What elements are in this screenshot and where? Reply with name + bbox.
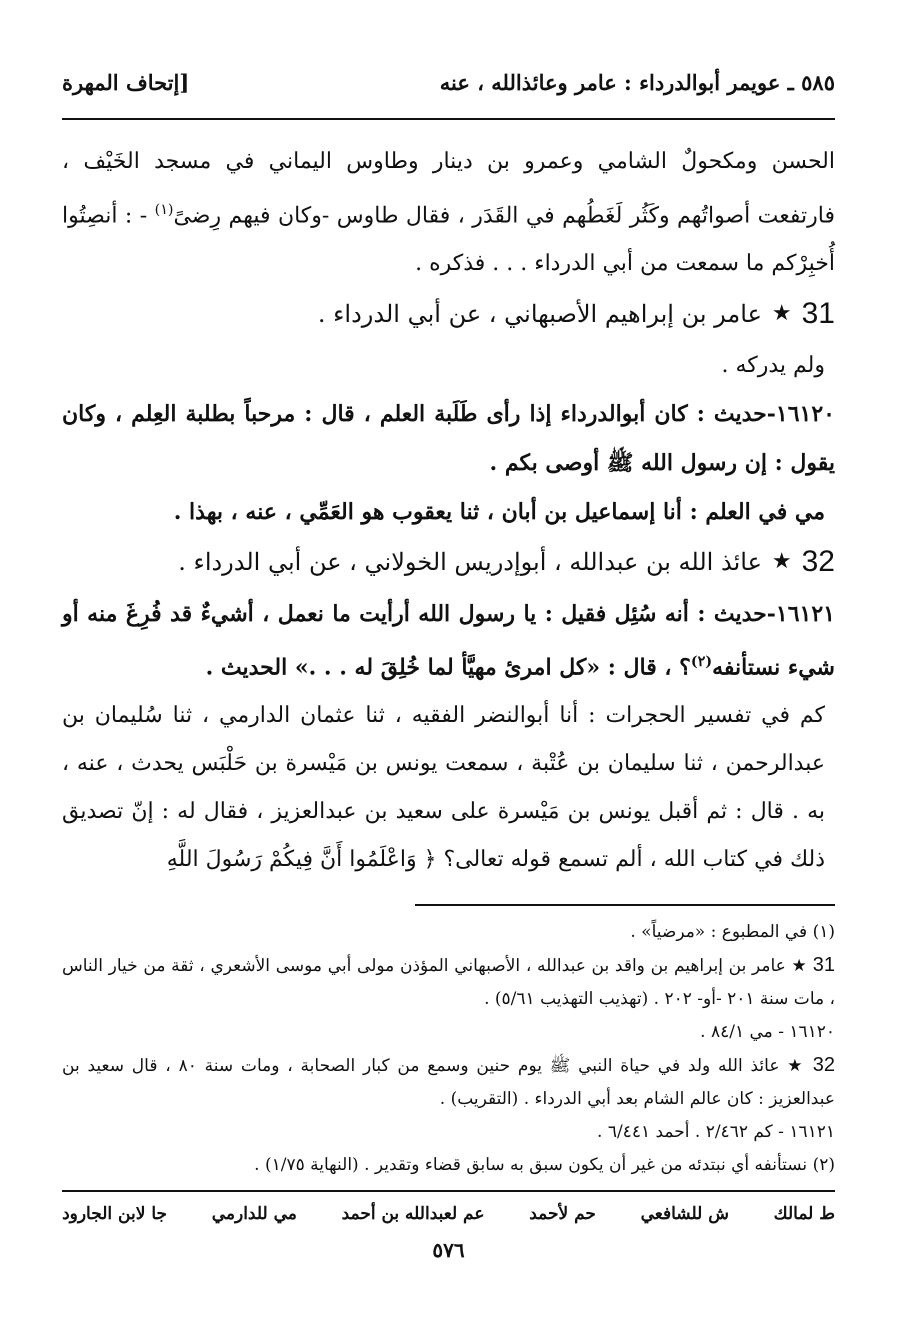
hadith-source: كم في تفسير الحجرات : أنا أبوالنضر الفقيه ، ثنا عثمان الدارمي ، ثنا سُليمان بن عبدالرحمن ، ثنا سليمان بن عُتْبة ، سمعت يونس بن مَيْسرة بن حَلْبَس يحدث ، عنه ، به . قال : ثم أقبل يونس بن مَيْسرة على سعيد بن عبدالعزيز ، فقال له : إنّ تصديق ذلك في كتاب الله ، ألم تسمع قوله تعالى؟ ﴿ وَاعْلَمُوا أَنَّ فِيكُمْ رَسُولَ اللَّهِ [62,702,825,872]
footnote-31 [62,949,835,1016]
footnote-2 [62,1149,835,1182]
hadith-16120 [62,390,835,488]
hadith-label: ١٦١٢٠-حديث : [696,401,835,428]
footnote-number: 32 [812,1053,835,1076]
footnote-number: (٢) [812,1154,835,1175]
footnote-number: (١) [812,921,835,942]
narrator-heading-32 [62,538,835,586]
hadith-text-end: ؟ ، قال : «كل امرئ مهيَّأ لما خُلِقَ له . . .» الحديث . [205,654,691,681]
footnote-16120: ١٦١٢٠ - مي ٨٤/١ . [700,1021,835,1042]
paragraph-text: الحسن ومكحولٌ الشامي وعمرو بن دينار وطاوس اليماني في مسجد الخَيْف ، فارتفعت أصواتُهم وكَثُر لَغَطُهم في القَدَر ، فقال طاوس -وكان فيهم رِضىً [62,149,835,229]
star-icon: ★ [787,1055,805,1076]
hadith-text: أنه سُئِل فقيل : يا رسول الله أرأيت ما نعمل ، أشيءٌ قد فُرِغَ منه أو شيء نستأنفه [62,601,835,681]
star-icon: ★ [771,301,792,327]
footnote-text: عامر بن إبراهيم بن واقد بن عبدالله ، الأصبهاني المؤذن مولى أبي موسى الأشعري ، ثقة من خيار الناس ، مات سنة ٢٠١ -أو- ٢٠٢ . (تهذيب التهذيب ٥/٦١) . [62,955,835,1009]
abbreviation: ط لمالك [773,1203,835,1224]
header-divider [62,118,835,120]
abbreviation: عم لعبدالله بن أحمد [341,1203,485,1224]
narrator-number: 31 [801,297,835,331]
abbreviation: جا لابن الجارود [62,1203,168,1224]
hadith-label: ١٦١٢١-حديث : [697,601,835,628]
footnote-text: في المطبوع : «مرضياً» . [630,921,813,942]
paragraph-continuation [62,138,835,288]
hadith-source: مي في العلم : أنا إسماعيل بن أبان ، ثنا يعقوب هو العَمِّي ، عنه ، بهذا . [173,499,825,526]
narrator-text: عامر بن إبراهيم الأصبهاني ، عن أبي الدرداء . [317,300,762,329]
abbreviation: حم لأحمد [529,1203,596,1224]
abbreviation: ش للشافعي [640,1203,729,1224]
hadith-16121 [62,590,835,691]
main-text [62,138,835,884]
footnote-ref-2: (٢) [690,654,713,671]
footnote-16121: ١٦١٢١ - كم ٢/٤٦٢ . أحمد ٦/٤٤١ . [597,1121,835,1142]
paragraph-text-end: - : أنصِتُوا أُخبِرْكم ما سمعت من أبي الدرداء . . . فذكره . [62,203,835,277]
star-icon: ★ [771,549,792,575]
abbreviation: مي للدارمي [211,1203,297,1224]
header-chapter-title: ٥٨٥ ـ عويمر أبوالدرداء : عامر وعائذالله ، عنه [439,70,835,95]
footnote-text: عائذ الله ولد في حياة النبي ﷺ يوم حنين وسمع من كبار الصحابة ، ومات سنة ٨٠ ، قال سعيد بن عبدالعزيز : كان عالم الشام بعد أبي الدرداء . (التقريب) . [62,1055,835,1109]
narrator-note: ولم يدركه . [721,353,825,379]
footnote-divider [415,904,835,906]
star-icon: ★ [791,955,808,976]
narrator-text: عائذ الله بن عبدالله ، أبوإدريس الخولاني ، عن أبي الدرداء . [178,548,762,577]
narrator-heading-31 [62,290,835,338]
abbreviations-key [62,1192,835,1224]
footnote-ref-1: (١) [154,202,174,218]
footnote-number: 31 [812,953,835,976]
footnote-1 [62,916,835,949]
hadith-text: كان أبوالدرداء إذا رأى طَلَبة العلم ، قال : مرحباً بطلبة العِلم ، وكان يقول : إن رسول الله ﷺ أوصى بكم . [62,401,835,477]
footnotes [62,916,835,1182]
header-book-title: [إتحاف المهرة [62,70,190,95]
footnote-text: نستأنفه أي نبتدئه من غير أن يكون سبق به سابق قضاء وتقدير . (النهاية ١/٧٥) . [254,1154,813,1175]
narrator-number: 32 [801,545,835,579]
running-header [62,70,835,110]
footnote-32 [62,1049,835,1116]
page-number: ٥٧٦ [432,1238,465,1262]
